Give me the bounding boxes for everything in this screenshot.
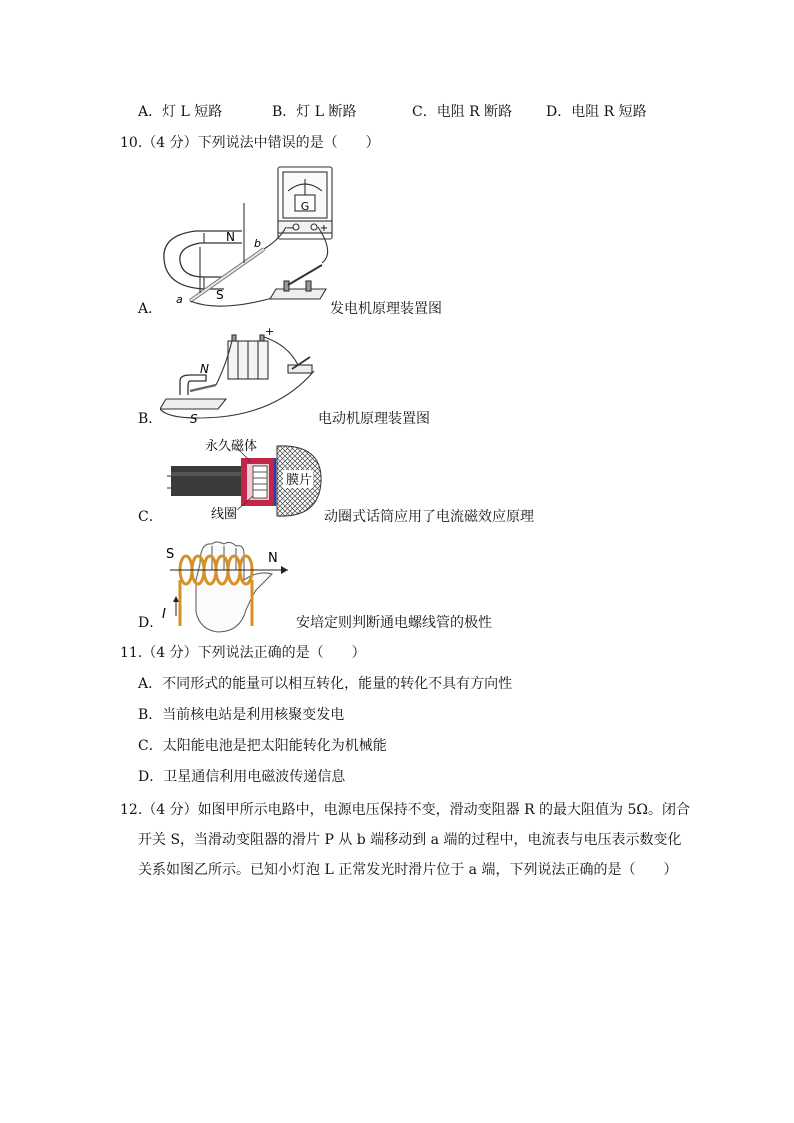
motor-magnet (180, 375, 206, 395)
q10-option-c-letter: C． (138, 509, 163, 525)
q10-option-b-caption: 电动机原理装置图 (318, 411, 430, 427)
permanent-magnet-label: 永久磁体 (205, 439, 258, 454)
coil-label: 线圈 (211, 507, 238, 522)
motor-switch (288, 365, 312, 373)
q9-option-b: B．灯 L 断路 (272, 104, 357, 120)
q12-line-3: 关系如图乙所示。已知小灯泡 L 正常发光时滑片位于 a 端，下列说法正确的是（ ） (138, 862, 678, 878)
solenoid-s-label: S (166, 547, 175, 562)
motor-pole-s-label: S (190, 412, 198, 425)
q10-option-a-caption: 发电机原理装置图 (330, 301, 442, 317)
motor-figure (160, 325, 320, 425)
galvanometer-plus-label: + (319, 223, 329, 234)
q12-line-1: 12.（4 分）如图甲所示电路中，电源电压保持不变，滑动变阻器 R 的最大阻值为 5Ω。闭合 (120, 802, 691, 818)
q11-option-a: A．不同形式的能量可以相互转化，能量的转化不具有方向性 (138, 676, 513, 692)
switch (270, 289, 326, 299)
right-hand-rule-figure (160, 540, 300, 636)
q9-option-a: A．灯 L 短路 (138, 104, 223, 120)
battery-plus-label: + (265, 325, 275, 338)
point-b-label: b (254, 237, 261, 250)
q10-option-c-caption: 动圈式话筒应用了电流磁效应原理 (324, 509, 534, 525)
solenoid-n-label: N (268, 551, 278, 566)
current-i-label: I (162, 607, 166, 622)
q9-option-d: D．电阻 R 短路 (546, 104, 647, 120)
pole-n-label: N (226, 230, 235, 244)
q10-option-b-letter: B． (138, 411, 163, 427)
generator-figure (160, 163, 340, 313)
q11-option-b: B．当前核电站是利用核聚变发电 (138, 707, 345, 723)
q10-option-a-letter: A． (138, 301, 163, 317)
q10-stem: 10.（4 分）下列说法中错误的是（ ） (120, 135, 380, 151)
q10-option-d-letter: D． (138, 615, 164, 631)
coil (253, 466, 267, 498)
galvanometer-g-label: G (300, 200, 310, 213)
microphone-figure (165, 436, 325, 524)
q11-option-d: D．卫星通信利用电磁波传递信息 (138, 769, 346, 785)
point-a-label: a (176, 293, 183, 306)
pole-s-label: S (216, 288, 224, 302)
membrane-label: 膜片 (286, 473, 313, 488)
microphone-handle (171, 466, 241, 496)
q10-option-d-caption: 安培定则判断通电螺线管的极性 (296, 615, 492, 631)
q12-line-2: 开关 S，当滑动变阻器的滑片 P 从 b 端移动到 a 端的过程中，电流表与电压表示数变化 (138, 832, 682, 848)
q11-stem: 11.（4 分）下列说法正确的是（ ） (120, 645, 366, 661)
motor-pole-n-label: N (200, 362, 209, 376)
q11-option-c: C．太阳能电池是把太阳能转化为机械能 (138, 738, 387, 754)
q9-option-c: C．电阻 R 断路 (412, 104, 513, 120)
galvanometer-minus-label: − (285, 223, 295, 234)
